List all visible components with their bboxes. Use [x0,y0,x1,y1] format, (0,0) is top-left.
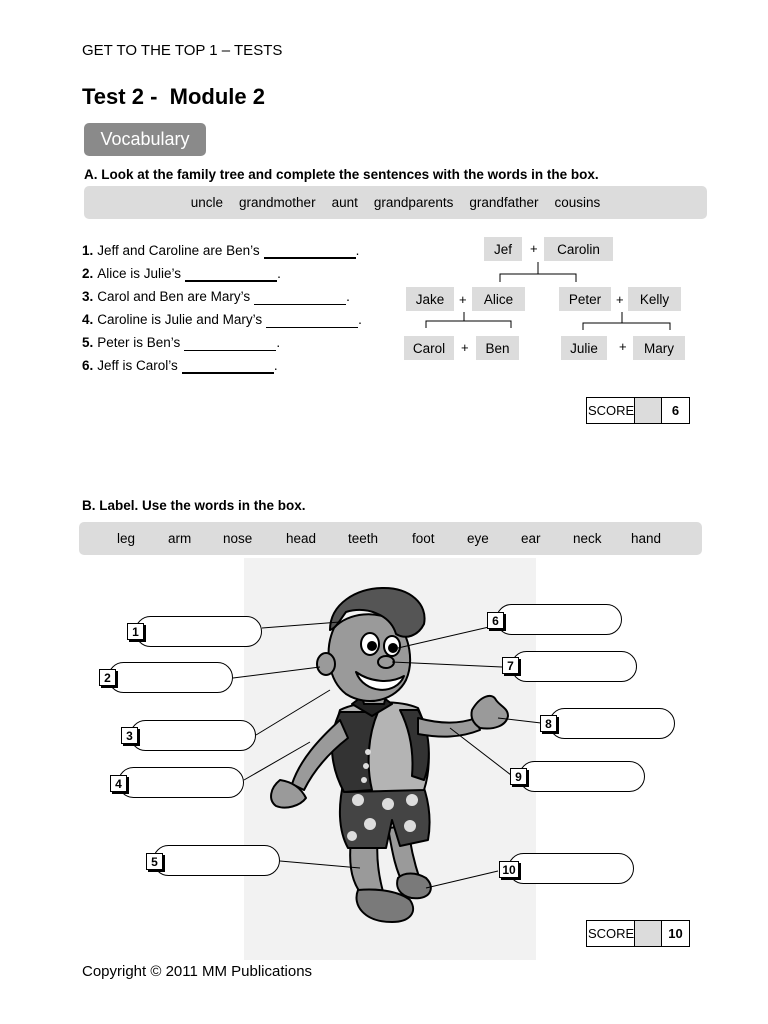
sentence-number: 3. [82,289,94,304]
sentence-text: Jeff is Carol’s [97,358,178,373]
instruction-a: A. Look at the family tree and complete the sentences with the words in the box. [84,167,599,182]
tree-person-mary: Mary [633,336,685,360]
label-number: 10 [499,861,519,878]
score-label: SCORE [587,921,635,946]
sentence-text: Carol and Ben are Mary’s [97,289,251,304]
sentence-number: 1. [82,243,94,258]
word-box-item: neck [573,531,602,546]
label-number: 4 [110,775,127,792]
sentence-text: Alice is Julie’s [97,266,182,281]
label-answer-field[interactable] [508,853,634,884]
word-box-item: grandfather [469,195,539,210]
sentence-number: 6. [82,358,94,373]
sentence-end: . [273,358,278,373]
sentence-text: Caroline is Julie and Mary’s [97,312,263,327]
label-answer-field[interactable] [135,616,262,647]
tree-person-carolin: Carolin [544,237,613,261]
tree-plus: + [619,339,627,354]
sentence-number: 4. [82,312,94,327]
label-answer-field[interactable] [108,662,233,693]
word-box-item: eye [467,531,489,546]
label-answer-field[interactable] [511,651,637,682]
tree-person-julie: Julie [561,336,607,360]
section-label: Vocabulary [84,123,206,156]
word-box-item: arm [168,531,192,546]
tree-plus: + [616,292,624,307]
tree-person-peter: Peter [559,287,611,311]
label-number: 5 [146,853,163,870]
page-title: Test 2 - Module 2 [82,84,265,109]
word-box-item: aunt [331,195,358,210]
label-number: 6 [487,612,504,629]
word-box-item: cousins [554,195,601,210]
sentence-end: . [346,289,350,304]
label-number: 7 [502,657,519,674]
sentence-number: 2. [82,266,94,281]
label-number: 8 [540,715,557,732]
label-number: 2 [99,669,116,686]
sentence-end: . [355,243,360,258]
word-box-item: uncle [190,195,224,210]
sentence-end: . [277,266,281,281]
label-answer-field[interactable] [130,720,256,751]
word-box-item: head [286,531,317,546]
label-answer-field[interactable] [118,767,244,798]
word-box-item: grandmother [239,195,316,210]
label-answer-field[interactable] [549,708,675,739]
score-entry[interactable] [635,921,662,946]
sentence-text: Peter is Ben’s [97,335,181,350]
sentence-end: . [358,312,362,327]
word-box-item: teeth [348,531,379,546]
score-box-b [586,920,690,947]
sentence-number: 5. [82,335,94,350]
label-number: 3 [121,727,138,744]
label-number: 9 [510,768,527,785]
word-box-item: leg [117,531,136,546]
header-line: GET TO THE TOP 1 – TESTS [82,42,283,59]
tree-person-carol: Carol [404,336,454,360]
score-label: SCORE [587,398,635,423]
tree-plus: + [530,241,538,256]
sentence-text: Jeff and Caroline are Ben’s [97,243,260,258]
instruction-b: B. Label. Use the words in the box. [82,498,306,513]
tree-plus: + [459,292,467,307]
copyright: Copyright © 2011 MM Publications [82,963,313,980]
label-answer-field[interactable] [519,761,645,792]
label-answer-field[interactable] [496,604,622,635]
sentence-end: . [276,335,281,350]
tree-person-alice: Alice [472,287,525,311]
score-value: 6 [671,403,680,418]
tree-person-jake: Jake [406,287,454,311]
label-answer-field[interactable] [153,845,280,876]
word-box-item: ear [521,531,541,546]
label-number: 1 [127,623,144,640]
word-box-item: grandparents [373,195,454,210]
tree-person-jef: Jef [484,237,522,261]
tree-person-ben: Ben [476,336,519,360]
tree-plus: + [461,340,469,355]
tree-person-kelly: Kelly [628,287,681,311]
word-box-item: foot [412,531,435,546]
word-box-item: hand [631,531,662,546]
score-value: 10 [668,926,683,941]
word-box-item: nose [223,531,253,546]
